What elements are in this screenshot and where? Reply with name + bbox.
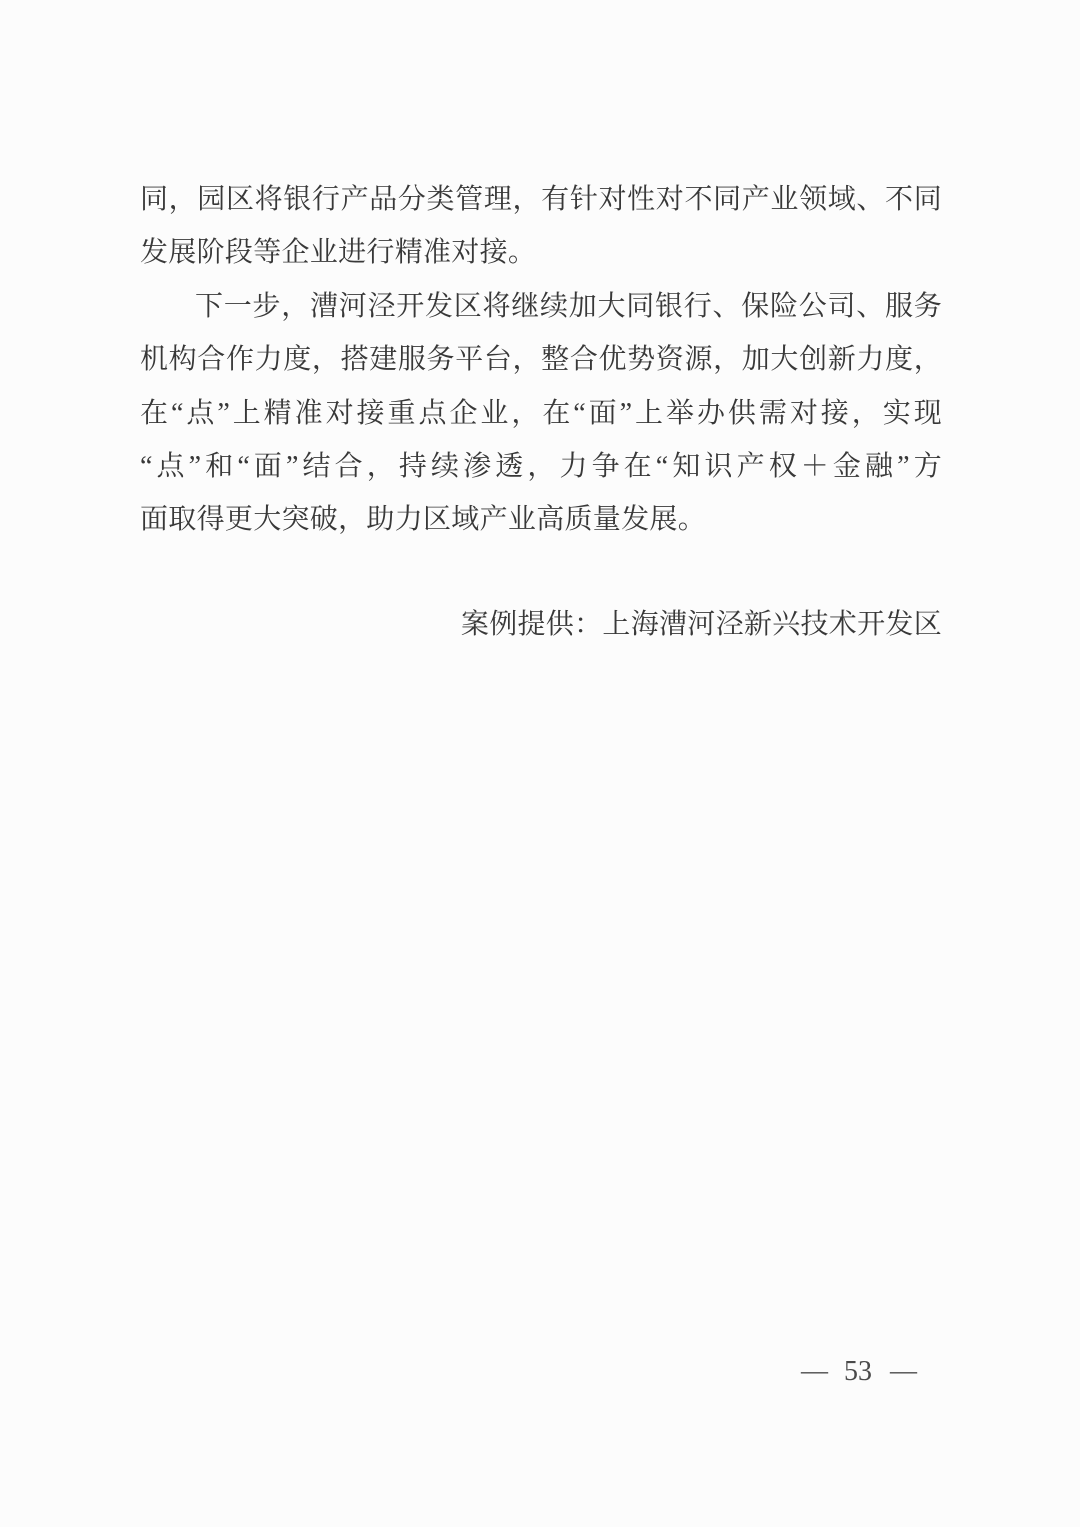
body-line: “点”和“面”结合，持续渗透，力争在“知识产权＋金融”方 [140, 450, 942, 482]
attribution-line: 案例提供：上海漕河泾新兴技术开发区 [460, 609, 942, 640]
page-number-left-dash: — [801, 1354, 826, 1385]
page-number-right-dash: — [890, 1354, 915, 1385]
body-line: 同，园区将银行产品分类管理，有针对性对不同产业领域、不同 [140, 184, 942, 215]
body-line: 在“点”上精准对接重点企业，在“面”上举办供需对接，实现 [140, 397, 942, 429]
page-footer [760, 1356, 956, 1388]
page-number: 53 [844, 1356, 872, 1387]
body-line: 面取得更大突破，助力区域产业高质量发展。 [140, 504, 707, 536]
body-line-paragraph-start: 下一步，漕河泾开发区将继续加大同银行、保险公司、服务 [195, 290, 942, 322]
body-line: 机构合作力度，搭建服务平台，整合优势资源，加大创新力度， [140, 344, 942, 376]
body-text-block [140, 173, 942, 547]
body-line: 发展阶段等企业进行精准对接。 [140, 237, 537, 269]
